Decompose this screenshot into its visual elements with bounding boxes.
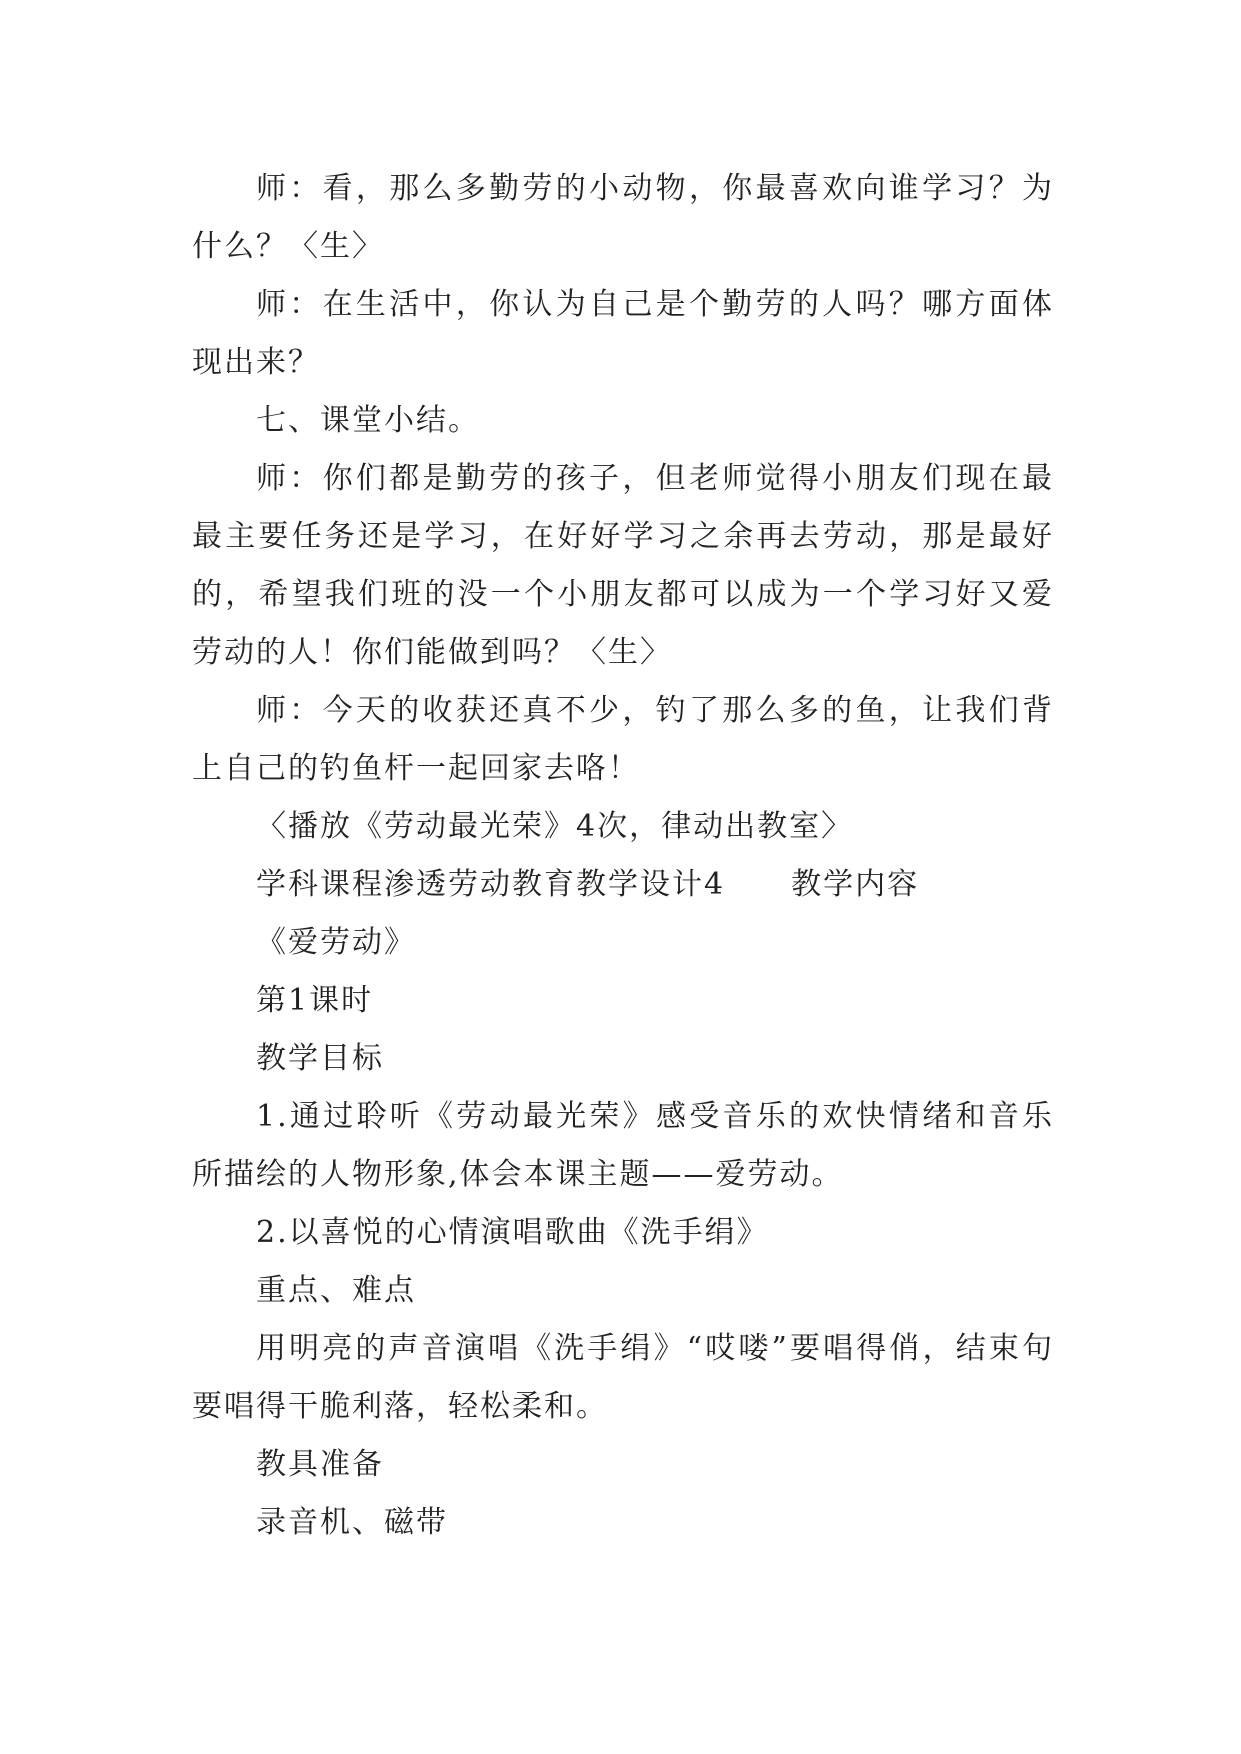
lesson-plan-title: 学科课程渗透劳动教育教学设计4 — [256, 867, 726, 902]
key-points-heading: 重点、难点 — [256, 1273, 416, 1308]
paragraph-teacher-question-animals: 师：看，那么多勤劳的小动物，你最喜欢向谁学习？为什么？〈生〉 — [192, 171, 1054, 264]
paragraph-play-music-note: 〈播放《劳动最光荣》4次，律动出教室〉 — [256, 809, 854, 844]
teaching-aids-text: 录音机、磁带 — [256, 1505, 448, 1540]
lesson-period: 第1课时 — [256, 983, 374, 1018]
section-summary-heading: 七、课堂小结。 — [256, 403, 480, 438]
teaching-aids-heading: 教具准备 — [256, 1447, 384, 1482]
objective-item-1: 1.通过聆听《劳动最光荣》感受音乐的欢快情绪和音乐所描绘的人物形象,体会本课主题——爱劳动。 — [192, 1099, 1054, 1192]
document-body — [192, 160, 1054, 1552]
teaching-objectives-heading: 教学目标 — [256, 1041, 384, 1076]
lesson-content-label: 教学内容 — [791, 867, 920, 902]
objective-item-2: 2.以喜悦的心情演唱歌曲《洗手绢》 — [256, 1215, 769, 1250]
lesson-plan-heading — [192, 856, 1054, 914]
paragraph-teacher-summary: 师：你们都是勤劳的孩子，但老师觉得小朋友们现在最最主要任务还是学习，在好好学习之余再去劳动，那是最好的，希望我们班的没一个小朋友都可以成为一个学习好又爱劳动的人！你们能做到吗？〈生〉 — [192, 461, 1054, 670]
paragraph-teacher-question-diligent: 师：在生活中，你认为自己是个勤劳的人吗？哪方面体现出来？ — [192, 287, 1054, 380]
lesson-song-title: 《爱劳动》 — [256, 925, 416, 960]
paragraph-teacher-closing: 师：今天的收获还真不少，钓了那么多的鱼，让我们背上自己的钓鱼杆一起回家去咯！ — [192, 693, 1054, 786]
key-points-text: 用明亮的声音演唱《洗手绢》“哎喽”要唱得俏，结束句要唱得干脆利落，轻松柔和。 — [192, 1331, 1054, 1424]
